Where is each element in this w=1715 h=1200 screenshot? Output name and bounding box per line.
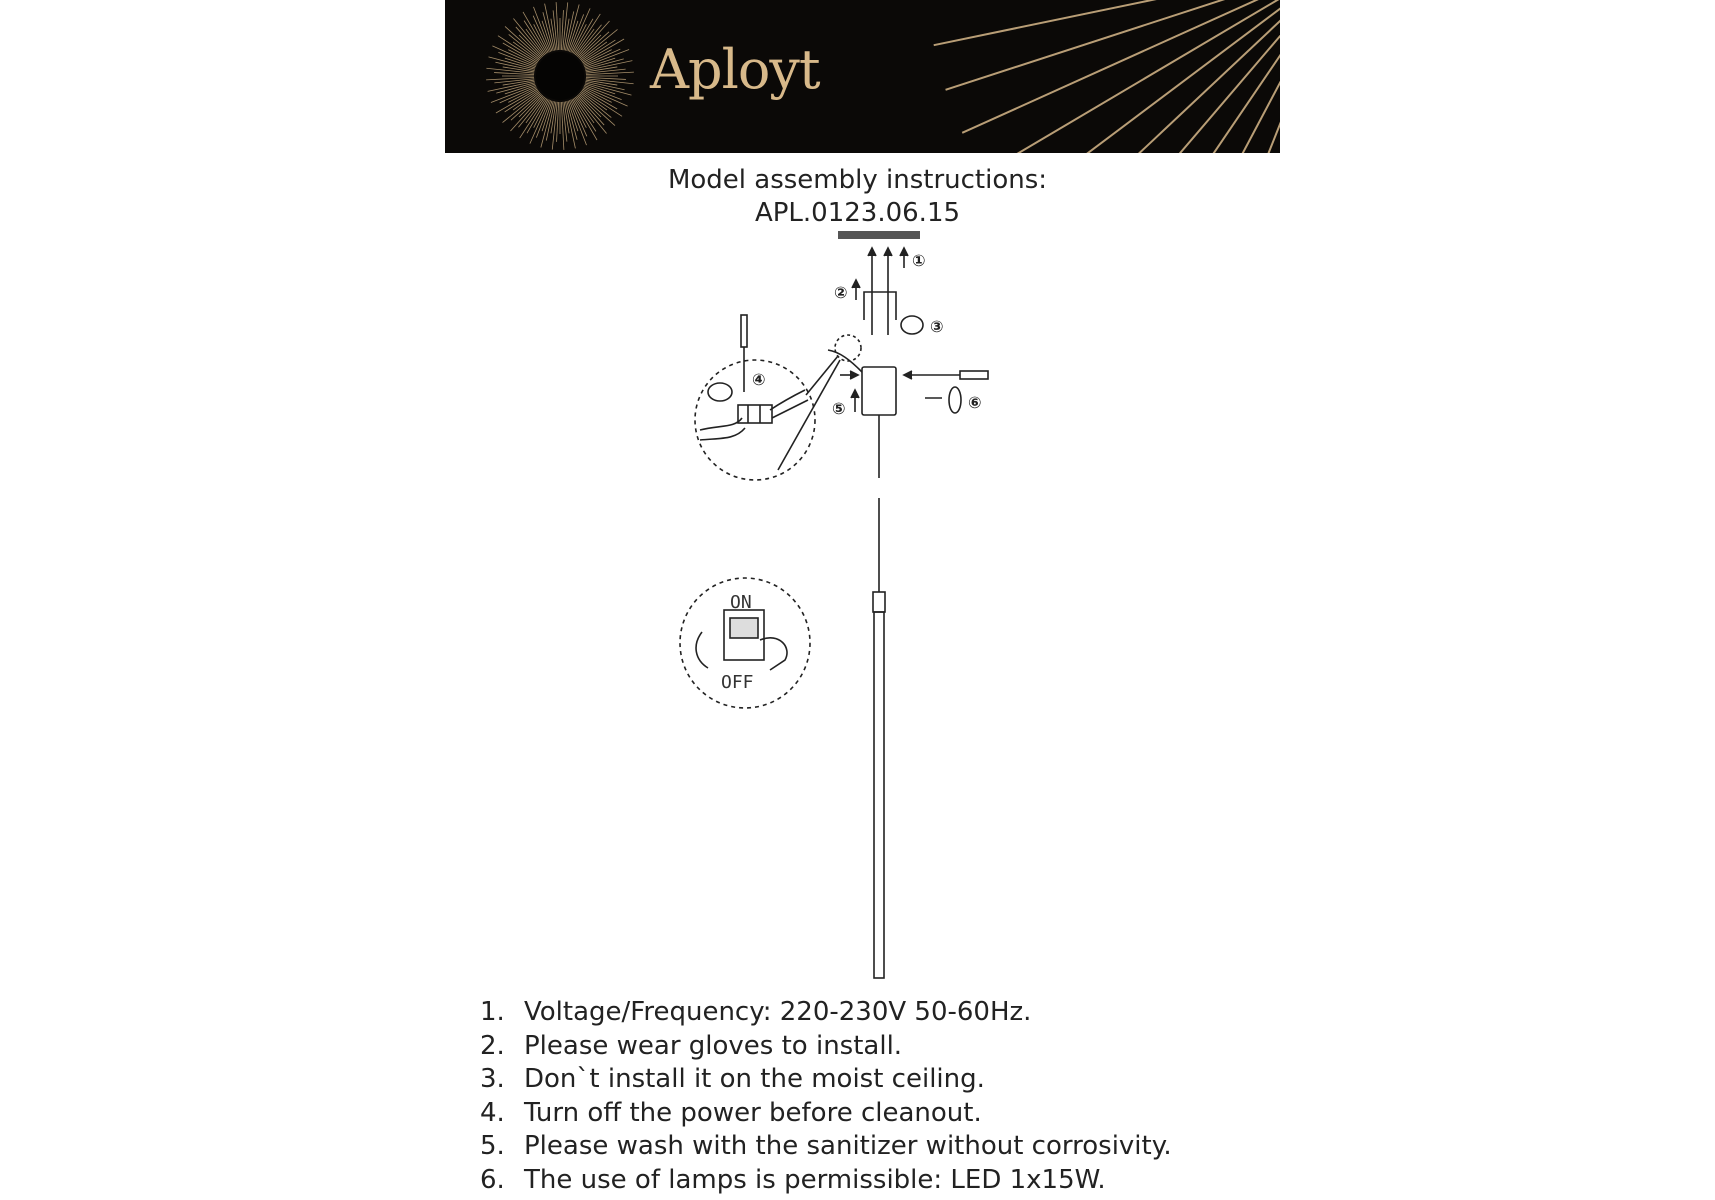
rotate-arrow-icon bbox=[901, 316, 923, 334]
list-item: 3. Don`t install it on the moist ceiling. bbox=[480, 1064, 985, 1095]
step-marker-1: ① bbox=[912, 251, 926, 270]
step-marker-2: ② bbox=[834, 283, 848, 302]
led-tube bbox=[874, 612, 884, 978]
switch-off-label: OFF bbox=[721, 672, 754, 693]
list-item: 1. Voltage/Frequency: 220-230V 50-60Hz. bbox=[480, 997, 1032, 1027]
mounting-bracket bbox=[852, 280, 896, 320]
step-marker-6: ⑥ bbox=[968, 393, 982, 412]
step-marker-5: ⑤ bbox=[832, 399, 846, 418]
ceiling-plate bbox=[838, 231, 920, 239]
rod-cap bbox=[873, 592, 885, 612]
step-marker-3: ③ bbox=[930, 317, 944, 336]
screwdriver-icon bbox=[741, 315, 747, 392]
safety-notes bbox=[480, 996, 1172, 1198]
step-marker-4: ④ bbox=[752, 370, 766, 389]
switch-on-label: ON bbox=[730, 592, 752, 613]
brand-wordmark: Aployt bbox=[650, 38, 820, 101]
canopy bbox=[862, 367, 896, 415]
list-item: 6. The use of lamps is permissible: LED 1x15W. bbox=[480, 1164, 1106, 1195]
model-number: APL.0123.06.15 bbox=[754, 198, 961, 228]
terminal-block-icon bbox=[700, 390, 808, 440]
list-item: 2. Please wear gloves to install. bbox=[480, 1030, 903, 1061]
list-item: 5. Please wash with the sanitizer without corrosivity. bbox=[480, 1131, 1172, 1162]
power-switch-icon bbox=[696, 610, 787, 670]
list-item: 4. Turn off the power before cleanout. bbox=[480, 1097, 982, 1128]
rotate-arrow-icon bbox=[708, 383, 732, 401]
page-title: Model assembly instructions: bbox=[667, 165, 1048, 195]
